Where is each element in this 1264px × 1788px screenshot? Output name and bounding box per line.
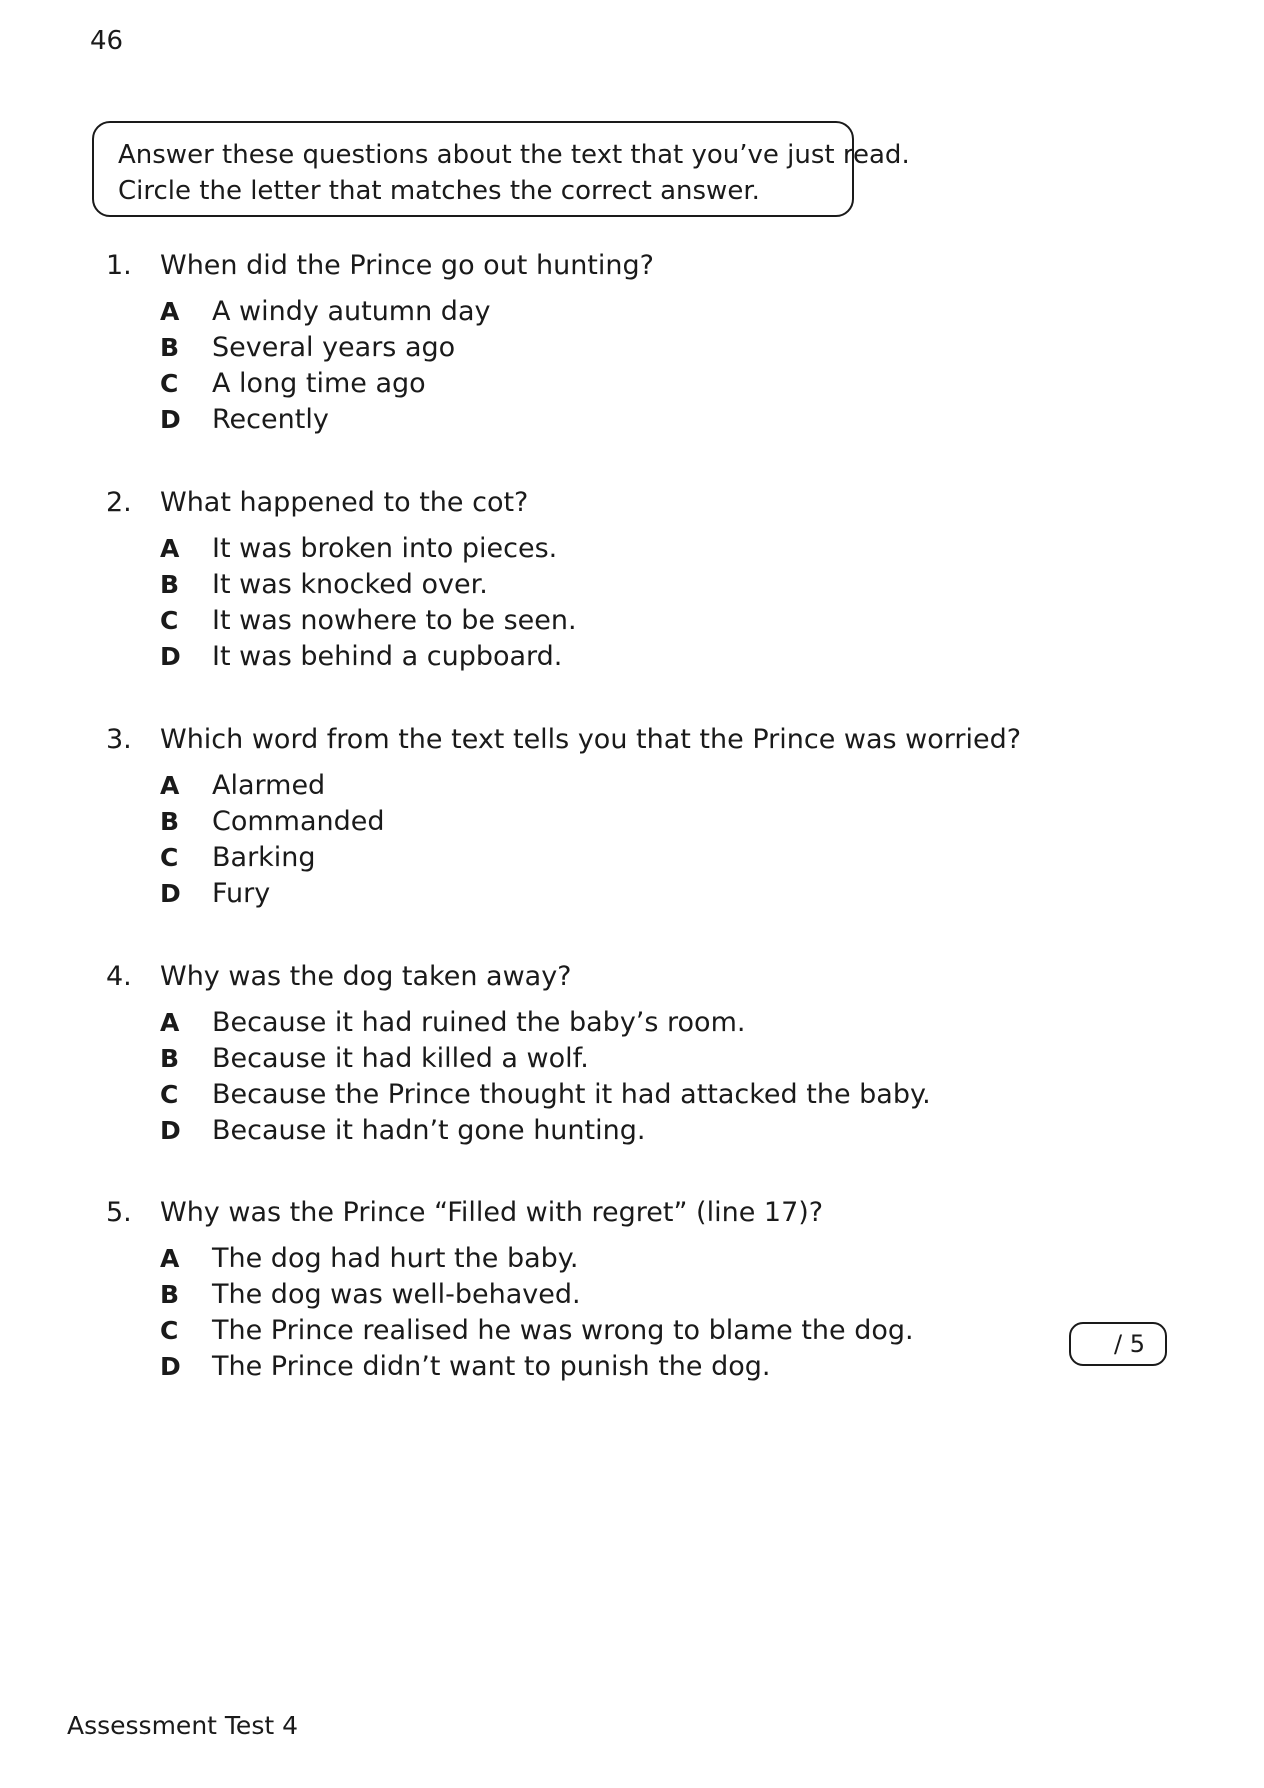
option-text: The dog had hurt the baby. bbox=[212, 1243, 579, 1274]
option-list bbox=[106, 531, 1106, 675]
option-list bbox=[106, 1005, 1106, 1149]
option-c[interactable] bbox=[106, 366, 1106, 402]
option-letter: D bbox=[160, 1352, 181, 1381]
option-c[interactable] bbox=[106, 1313, 1106, 1349]
option-text: The Prince realised he was wrong to blame the dog. bbox=[212, 1315, 914, 1346]
question-text bbox=[106, 722, 1106, 758]
option-list bbox=[106, 1241, 1106, 1385]
option-letter: B bbox=[160, 1280, 180, 1309]
option-letter: A bbox=[160, 297, 180, 326]
option-text: The dog was well-behaved. bbox=[212, 1279, 581, 1310]
option-text: A windy autumn day bbox=[212, 296, 491, 327]
question-prompt: Which word from the text tells you that the Prince was worried? bbox=[160, 724, 1022, 755]
option-a[interactable] bbox=[106, 1005, 1106, 1041]
question-number: 4. bbox=[106, 961, 132, 992]
option-text: Because it hadn’t gone hunting. bbox=[212, 1115, 646, 1146]
option-text: The Prince didn’t want to punish the dog. bbox=[212, 1351, 771, 1382]
option-text: It was broken into pieces. bbox=[212, 533, 558, 564]
option-text: Because it had ruined the baby’s room. bbox=[212, 1007, 746, 1038]
option-letter: C bbox=[160, 369, 179, 398]
question-prompt: When did the Prince go out hunting? bbox=[160, 250, 654, 281]
option-c[interactable] bbox=[106, 1077, 1106, 1113]
score-box: / 5 bbox=[1069, 1322, 1167, 1366]
option-letter: D bbox=[160, 405, 181, 434]
question-prompt: What happened to the cot? bbox=[160, 487, 529, 518]
question-3 bbox=[106, 722, 1106, 912]
instruction-line: Circle the letter that matches the correct answer. bbox=[118, 176, 760, 206]
option-c[interactable] bbox=[106, 840, 1106, 876]
option-letter: C bbox=[160, 1316, 179, 1345]
option-letter: B bbox=[160, 570, 180, 599]
question-2 bbox=[106, 485, 1106, 675]
option-letter: C bbox=[160, 1080, 179, 1109]
option-letter: B bbox=[160, 333, 180, 362]
option-letter: C bbox=[160, 843, 179, 872]
question-text bbox=[106, 485, 1106, 521]
option-b[interactable] bbox=[106, 567, 1106, 603]
option-text: Commanded bbox=[212, 806, 385, 837]
option-text: Fury bbox=[212, 878, 271, 909]
option-text: It was knocked over. bbox=[212, 569, 488, 600]
option-letter: D bbox=[160, 642, 181, 671]
question-number: 5. bbox=[106, 1197, 132, 1228]
question-prompt: Why was the Prince “Filled with regret” (line 17)? bbox=[160, 1197, 824, 1228]
question-1 bbox=[106, 248, 1106, 438]
option-letter: D bbox=[160, 1116, 181, 1145]
instruction-line: Answer these questions about the text that you’ve just read. bbox=[118, 140, 910, 170]
option-text: Because it had killed a wolf. bbox=[212, 1043, 589, 1074]
question-text bbox=[106, 248, 1106, 284]
option-letter: B bbox=[160, 807, 180, 836]
option-text: Several years ago bbox=[212, 332, 456, 363]
option-text: A long time ago bbox=[212, 368, 426, 399]
option-list bbox=[106, 294, 1106, 438]
option-letter: D bbox=[160, 879, 181, 908]
option-a[interactable] bbox=[106, 294, 1106, 330]
option-letter: A bbox=[160, 534, 180, 563]
footer-test-title: Assessment Test 4 bbox=[67, 1711, 298, 1740]
option-b[interactable] bbox=[106, 1041, 1106, 1077]
question-number: 3. bbox=[106, 724, 132, 755]
question-4 bbox=[106, 959, 1106, 1149]
option-letter: A bbox=[160, 1244, 180, 1273]
option-a[interactable] bbox=[106, 768, 1106, 804]
question-text bbox=[106, 959, 1106, 995]
option-text: It was behind a cupboard. bbox=[212, 641, 563, 672]
option-a[interactable] bbox=[106, 531, 1106, 567]
option-letter: C bbox=[160, 606, 179, 635]
option-d[interactable] bbox=[106, 876, 1106, 912]
option-text: Because the Prince thought it had attacked the baby. bbox=[212, 1079, 931, 1110]
option-b[interactable] bbox=[106, 804, 1106, 840]
question-number: 1. bbox=[106, 250, 132, 281]
option-list bbox=[106, 768, 1106, 912]
option-c[interactable] bbox=[106, 603, 1106, 639]
question-prompt: Why was the dog taken away? bbox=[160, 961, 572, 992]
question-text bbox=[106, 1195, 1106, 1231]
question-5 bbox=[106, 1195, 1106, 1385]
option-text: Recently bbox=[212, 404, 329, 435]
option-d[interactable] bbox=[106, 402, 1106, 438]
question-number: 2. bbox=[106, 487, 132, 518]
option-d[interactable] bbox=[106, 639, 1106, 675]
option-text: It was nowhere to be seen. bbox=[212, 605, 577, 636]
instruction-box bbox=[92, 121, 910, 217]
option-b[interactable] bbox=[106, 1277, 1106, 1313]
option-letter: B bbox=[160, 1044, 180, 1073]
option-a[interactable] bbox=[106, 1241, 1106, 1277]
option-text: Barking bbox=[212, 842, 316, 873]
option-letter: A bbox=[160, 1008, 180, 1037]
option-text: Alarmed bbox=[212, 770, 326, 801]
option-letter: A bbox=[160, 771, 180, 800]
option-d[interactable] bbox=[106, 1113, 1106, 1149]
page-number: 46 bbox=[90, 26, 124, 56]
option-b[interactable] bbox=[106, 330, 1106, 366]
option-d[interactable] bbox=[106, 1349, 1106, 1385]
